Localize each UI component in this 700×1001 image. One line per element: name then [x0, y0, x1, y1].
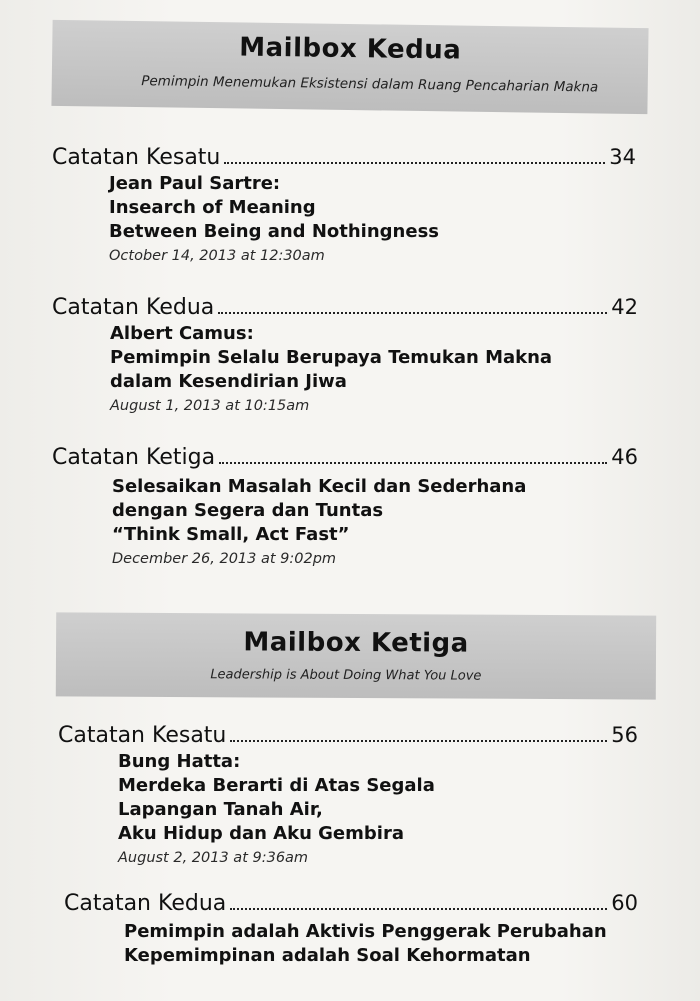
entry-title-line: dalam Kesendirian Jiwa: [110, 371, 347, 392]
entry-titles: [110, 322, 552, 414]
entry-title-line: dengan Segera dan Tuntas: [112, 500, 384, 521]
entry-date: August 1, 2013 at 10:15am: [110, 398, 310, 414]
toc-entry-line: [52, 442, 638, 470]
entry-title-line: Jean Paul Sartre:: [109, 173, 281, 194]
entry-label: Catatan Kesatu: [58, 723, 227, 748]
leader-dots: [224, 142, 605, 164]
page-number: 56: [611, 723, 638, 747]
entry-date: October 14, 2013 at 12:30am: [109, 248, 325, 264]
entry-date: December 26, 2013 at 9:02pm: [112, 551, 337, 567]
entry-label: Catatan Kedua: [52, 295, 215, 320]
entry-title-line: Albert Camus:: [110, 323, 254, 344]
leader-dots: [219, 442, 607, 464]
section-subtitle: Leadership is About Doing What You Love: [210, 667, 482, 684]
entry-date: August 2, 2013 at 9:36am: [118, 850, 309, 866]
page-number: 46: [611, 445, 638, 469]
page-number: 42: [611, 295, 638, 319]
entry-title-line: Between Being and Nothingness: [109, 221, 440, 242]
section-title: Mailbox Ketiga: [243, 627, 469, 659]
entry-label: Catatan Kedua: [64, 891, 227, 916]
toc-entry-line: [58, 720, 638, 748]
leader-dots: [230, 888, 607, 910]
page-number: 34: [609, 145, 636, 169]
entry-title-line: Insearch of Meaning: [109, 197, 316, 218]
entry-title-line: Kepemimpinan adalah Soal Kehormatan: [124, 945, 531, 966]
toc-entry-line: [64, 888, 638, 916]
section-title: Mailbox Kedua: [239, 32, 462, 66]
entry-title-line: Aku Hidup dan Aku Gembira: [118, 823, 404, 844]
leader-dots: [218, 292, 607, 314]
entry-titles: [118, 750, 435, 866]
entry-title-line: Selesaikan Masalah Kecil dan Sederhana: [112, 476, 527, 497]
entry-title-line: Bung Hatta:: [118, 751, 241, 772]
leader-dots: [230, 720, 607, 742]
toc-entry-line: [52, 292, 638, 320]
entry-title-line: Pemimpin adalah Aktivis Penggerak Perubahan: [124, 921, 607, 942]
entry-label: Catatan Ketiga: [52, 445, 216, 470]
section-banner-mailbox-ketiga: [56, 612, 656, 699]
entry-title-line: “Think Small, Act Fast”: [112, 524, 350, 545]
entry-label: Catatan Kesatu: [52, 145, 221, 170]
entry-titles: [124, 920, 607, 968]
entry-title-line: Pemimpin Selalu Berupaya Temukan Makna: [110, 347, 553, 368]
page-number: 60: [611, 891, 638, 915]
toc-entry-line: [52, 142, 636, 170]
entry-title-line: Lapangan Tanah Air,: [118, 799, 323, 820]
entry-title-line: Merdeka Berarti di Atas Segala: [118, 775, 435, 796]
entry-titles: [112, 475, 526, 567]
entry-titles: [109, 172, 439, 264]
section-banner-mailbox-kedua: [51, 20, 648, 114]
section-subtitle: Pemimpin Menemukan Eksistensi dalam Ruang Pencaharian Makna: [141, 73, 599, 96]
